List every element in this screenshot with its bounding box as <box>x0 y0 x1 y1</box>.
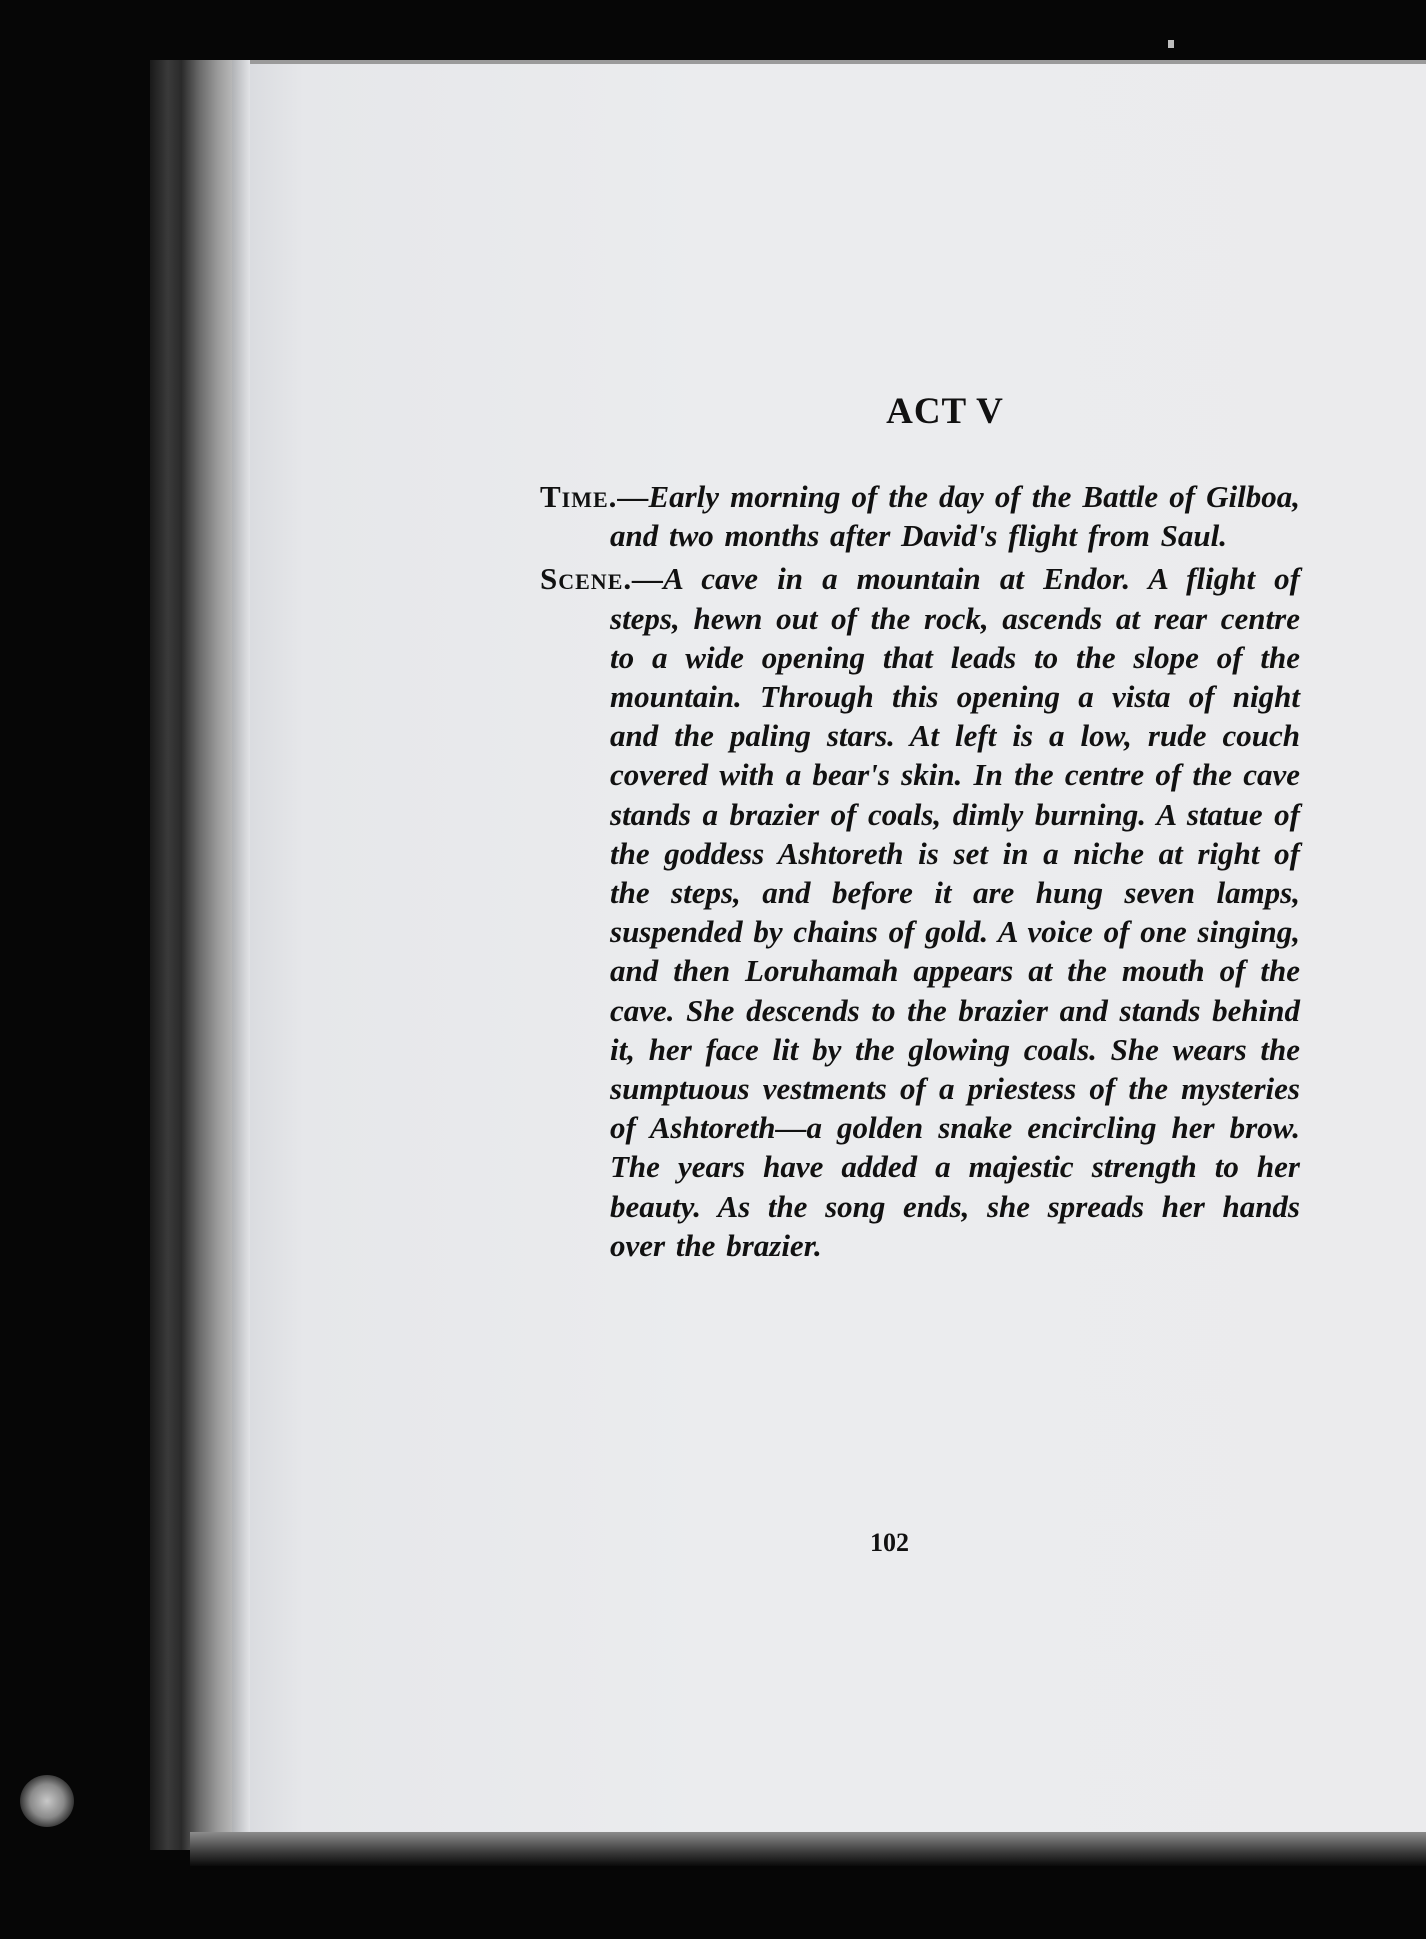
page-gutter <box>232 60 250 1850</box>
page-number: 102 <box>870 1528 909 1557</box>
book-spine <box>150 60 240 1850</box>
page-text <box>540 390 1300 1269</box>
scene-label: Scene. <box>540 561 633 597</box>
scan-dust-mark <box>1168 40 1174 48</box>
scene-text: —A cave in a mountain at Endor. A flight of steps, hewn out of the rock, ascends at rear centre to a wide opening that leads to the slope of the mountain. Through this opening a vista of night and the paling stars. At left is a low, rude couch covered with a bear's skin. In the centre of the cave stands a brazier of coals, dimly burning. A statue of the goddess Ashtoreth is set in a niche at right of the steps, and before it are hung seven lamps, suspended by chains of gold. A voice of one singing, and then Loruhamah appears at the mouth of the cave. She descends to the brazier and stands behind it, her face lit by the glowing coals. She wears the sumptuous vestments of a priestess of the mysteries of Ashtoreth—a golden snake encircling her brow. The years have added a majestic strength to her beauty. As the song ends, she spreads her hands over the brazier. <box>610 561 1300 1263</box>
time-entry <box>540 477 1300 555</box>
scene-entry <box>540 559 1300 1265</box>
scan-smudge-mark <box>20 1775 74 1827</box>
act-title: ACT V <box>886 391 1004 432</box>
time-text: —Early morning of the day of the Battle of Gilboa, and two months after David's flight from Saul. <box>610 479 1300 554</box>
page-bottom-edge <box>190 1832 1426 1866</box>
time-label: Time. <box>540 479 618 514</box>
